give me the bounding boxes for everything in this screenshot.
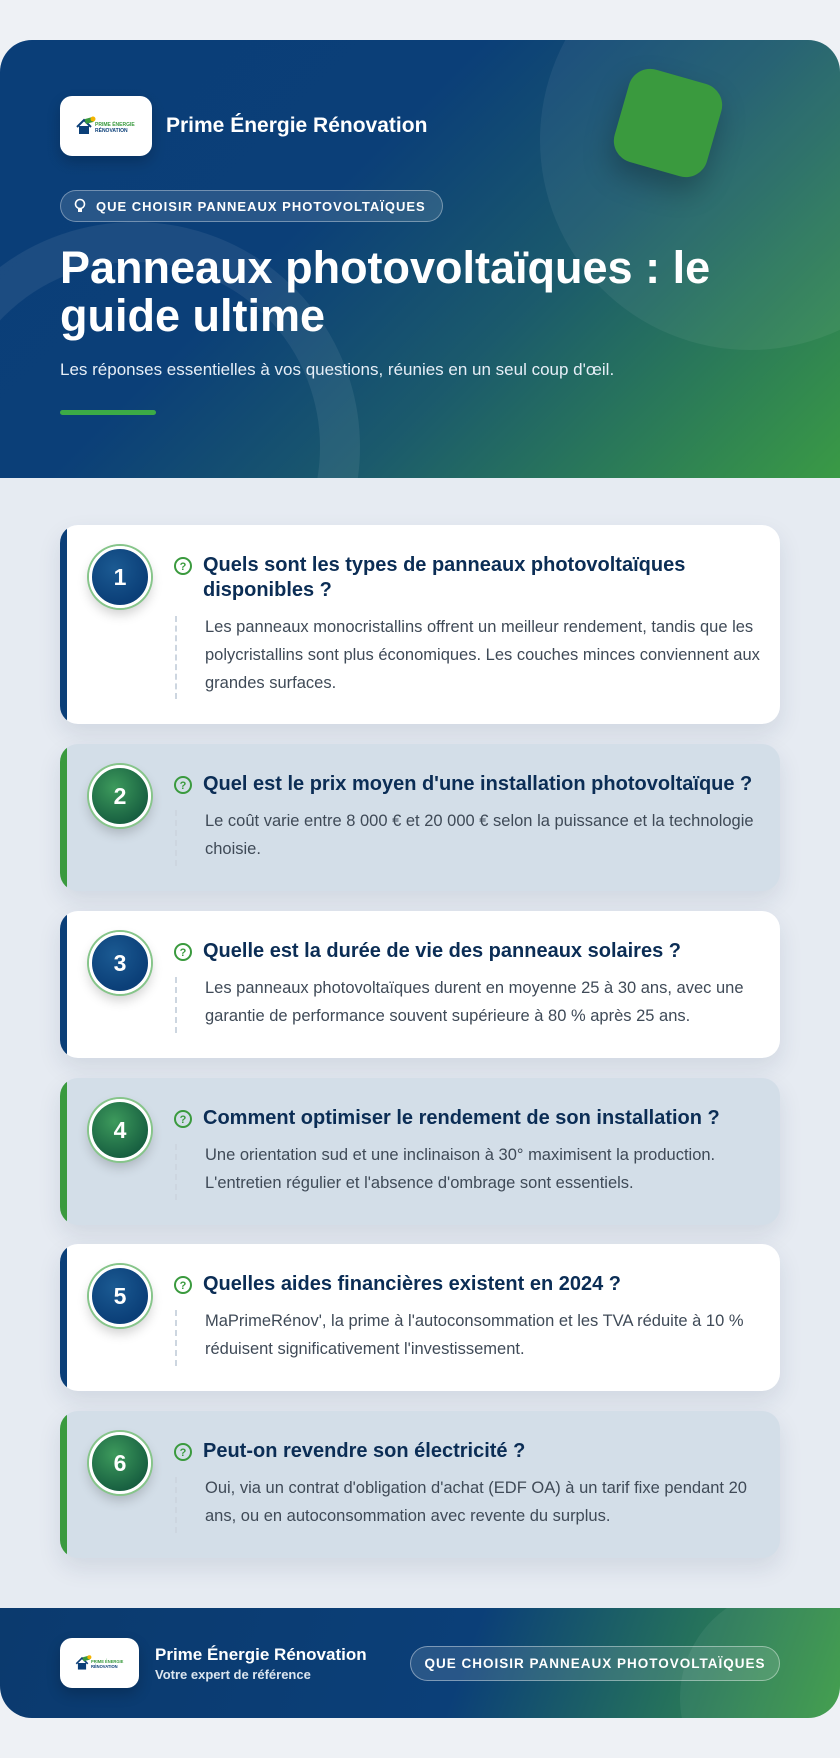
- svg-text:RÉNOVATION: RÉNOVATION: [95, 128, 128, 134]
- faq-item: [60, 744, 780, 891]
- category-badge: [60, 190, 443, 222]
- footer: [0, 1608, 840, 1718]
- faq-divider: [175, 977, 177, 1033]
- svg-text:PRIME ÉNERGIE: PRIME ÉNERGIE: [95, 122, 135, 128]
- faq-answer: MaPrimeRénov', la prime à l'autoconsommation et les TVA réduite à 10 % réduisent significativement l'investissement.: [205, 1312, 744, 1358]
- faq-number: 4: [89, 1099, 151, 1161]
- faq-item: [60, 911, 780, 1058]
- faq-item: [60, 1078, 780, 1225]
- svg-text:?: ?: [179, 1447, 187, 1459]
- faq-stripe: [60, 1411, 67, 1558]
- faq-divider: [175, 616, 177, 699]
- footer-badge: QUE CHOISIR PANNEAUX PHOTOVOLTAÏQUES: [410, 1646, 780, 1681]
- infographic-card: [0, 40, 840, 1718]
- accent-bar: [60, 410, 156, 415]
- footer-brand-name: Prime Énergie Rénovation: [155, 1645, 367, 1664]
- footer-logo: [60, 1638, 139, 1688]
- faq-number: 1: [89, 546, 151, 608]
- faq-divider: [175, 1477, 177, 1533]
- faq-answer: Les panneaux photovoltaïques durent en moyenne 25 à 30 ans, avec une garantie de performance souvent supérieure à 80 % après 25 ans.: [205, 979, 744, 1025]
- footer-tagline: Votre expert de référence: [155, 1667, 311, 1682]
- hero-banner: [0, 40, 840, 478]
- faq-number: 3: [89, 932, 151, 994]
- question-circle-icon: [173, 1109, 193, 1129]
- faq-item: [60, 525, 780, 724]
- faq-number: 2: [89, 765, 151, 827]
- faq-divider: [175, 1144, 177, 1200]
- faq-question: Peut-on revendre son électricité ?: [203, 1440, 526, 1462]
- faq-stripe: [60, 1078, 67, 1225]
- faq-divider: [175, 810, 177, 866]
- brand-logo: [60, 96, 152, 156]
- question-circle-icon: [173, 1442, 193, 1462]
- faq-stripe: [60, 1244, 67, 1391]
- category-badge-label: QUE CHOISIR PANNEAUX PHOTOVOLTAÏQUES: [96, 198, 426, 214]
- brand: [60, 96, 427, 156]
- faq-answer: Une orientation sud et une inclinaison à 30° maximisent la production. L'entretien régulier et l'absence d'ombrage sont essentiels.: [205, 1146, 716, 1192]
- question-circle-icon: [173, 942, 193, 962]
- faq-answer: Le coût varie entre 8 000 € et 20 000 € selon la puissance et la technologie choisie.: [205, 812, 754, 858]
- page-title: Panneaux photovoltaïques : le guide ultime: [60, 242, 711, 341]
- svg-text:PRIME ÉNERGIE: PRIME ÉNERGIE: [90, 1659, 123, 1664]
- brand-name: Prime Énergie Rénovation: [166, 114, 428, 137]
- faq-item: [60, 1244, 780, 1391]
- faq-divider: [175, 1310, 177, 1366]
- house-logo-icon: [73, 115, 139, 137]
- svg-text:?: ?: [179, 561, 187, 573]
- faq-number: 6: [89, 1432, 151, 1494]
- faq-question: Comment optimiser le rendement de son installation ?: [203, 1107, 720, 1129]
- house-logo-icon: [72, 1654, 128, 1672]
- question-circle-icon: [173, 775, 193, 795]
- faq-question: Quel est le prix moyen d'une installation photovoltaïque ?: [203, 773, 753, 795]
- svg-text:RÉNOVATION: RÉNOVATION: [90, 1663, 118, 1669]
- svg-text:?: ?: [179, 1114, 187, 1126]
- faq-number: 5: [89, 1265, 151, 1327]
- faq-answer: Les panneaux monocristallins offrent un meilleur rendement, tandis que les polycristallins sont plus économiques. Les couches minces conviennent aux grandes surfaces.: [205, 618, 760, 692]
- faq-stripe: [60, 744, 67, 891]
- faq-stripe: [60, 525, 67, 724]
- faq-item: [60, 1411, 780, 1558]
- faq-stripe: [60, 911, 67, 1058]
- lightbulb-icon: [73, 198, 87, 214]
- question-circle-icon: [173, 1275, 193, 1295]
- faq-question: Quelles aides financières existent en 2024 ?: [203, 1273, 621, 1295]
- faq-question: Quels sont les types de panneaux photovoltaïques disponibles ?: [203, 554, 686, 601]
- faq-question: Quelle est la durée de vie des panneaux solaires ?: [203, 940, 681, 962]
- question-circle-icon: [173, 556, 193, 576]
- faq-answer: Oui, via un contrat d'obligation d'achat (EDF OA) à un tarif fixe pendant 20 ans, ou en autoconsommation avec revente du surplus.: [205, 1479, 747, 1525]
- svg-text:?: ?: [179, 780, 187, 792]
- svg-text:?: ?: [179, 947, 187, 959]
- svg-text:?: ?: [179, 1280, 187, 1292]
- page-subtitle: Les réponses essentielles à vos questions, réunies en un seul coup d'œil.: [60, 360, 615, 379]
